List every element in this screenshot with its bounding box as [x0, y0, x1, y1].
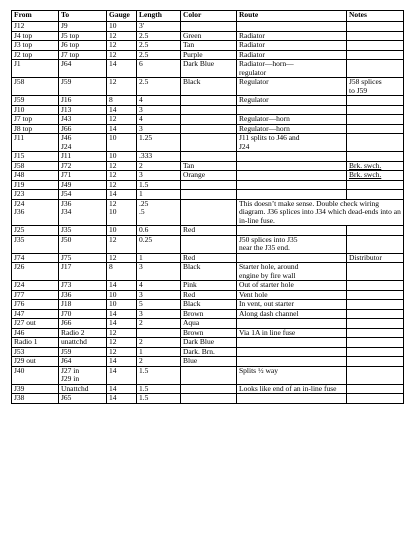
cell-to: J50: [59, 235, 107, 253]
cell-route: Starter hole, around engine by fire wall: [237, 263, 347, 281]
cell-from: J24 J36: [12, 199, 59, 226]
cell-color: [181, 152, 237, 162]
cell-route: Regulator: [237, 78, 347, 96]
cell-route: J11 splits to J46 and J24: [237, 134, 347, 152]
cell-to: J59: [59, 347, 107, 357]
table-row: [12, 290, 404, 300]
table-row: [12, 22, 404, 32]
cell-length: 4: [137, 96, 181, 106]
cell-color: Red: [181, 253, 237, 263]
cell-notes: [347, 180, 404, 190]
cell-from: J10: [12, 105, 59, 115]
col-header-notes: Notes: [347, 11, 404, 22]
cell-route: [237, 152, 347, 162]
cell-to: J7 top: [59, 50, 107, 60]
cell-to: J13: [59, 105, 107, 115]
cell-from: J8 top: [12, 124, 59, 134]
cell-color: [181, 384, 237, 394]
cell-gauge: 12: [107, 253, 137, 263]
cell-route: Radiator: [237, 50, 347, 60]
cell-color: Brown: [181, 309, 237, 319]
cell-length: 1: [137, 190, 181, 200]
cell-gauge: 14: [107, 281, 137, 291]
table-row: [12, 309, 404, 319]
cell-gauge: 12: [107, 328, 137, 338]
cell-color: [181, 366, 237, 384]
cell-to: J11: [59, 152, 107, 162]
cell-from: Radio 1: [12, 338, 59, 348]
cell-route: Radiator: [237, 41, 347, 51]
cell-gauge: 14: [107, 190, 137, 200]
cell-from: J40: [12, 366, 59, 384]
cell-from: J19: [12, 180, 59, 190]
table-row: [12, 180, 404, 190]
cell-route: In vent, out starter: [237, 300, 347, 310]
cell-route: [237, 319, 347, 329]
cell-length: 4: [137, 115, 181, 125]
cell-length: 1.5: [137, 180, 181, 190]
col-header-route: Route: [237, 11, 347, 22]
cell-notes: [347, 366, 404, 384]
cell-to: J64: [59, 357, 107, 367]
cell-color: [181, 105, 237, 115]
cell-gauge: 10: [107, 226, 137, 236]
table-row: [12, 78, 404, 96]
col-header-from: From: [12, 11, 59, 22]
cell-length: 3: [137, 124, 181, 134]
cell-length: [137, 328, 181, 338]
cell-to: J75: [59, 253, 107, 263]
cell-route: [237, 190, 347, 200]
cell-gauge: 12: [107, 115, 137, 125]
cell-color: [181, 134, 237, 152]
cell-route: [237, 22, 347, 32]
table-row: [12, 394, 404, 404]
table-row: [12, 124, 404, 134]
cell-gauge: 10: [107, 152, 137, 162]
cell-to: J36 J34: [59, 199, 107, 226]
cell-notes: [347, 190, 404, 200]
cell-notes: [347, 394, 404, 404]
cell-to: J72: [59, 161, 107, 171]
cell-length: 1.25: [137, 134, 181, 152]
cell-notes: [347, 263, 404, 281]
cell-length: 2.5: [137, 41, 181, 51]
cell-to: J54: [59, 190, 107, 200]
cell-route: Regulator: [237, 96, 347, 106]
cell-notes: [347, 328, 404, 338]
cell-gauge: 14: [107, 394, 137, 404]
cell-gauge: 14: [107, 124, 137, 134]
table-row: [12, 226, 404, 236]
cell-to: J6 top: [59, 41, 107, 51]
cell-color: Black: [181, 300, 237, 310]
wiring-table-container: [11, 10, 404, 404]
cell-route: J50 splices into J35 near the J35 end.: [237, 235, 347, 253]
table-row: [12, 31, 404, 41]
table-row: [12, 105, 404, 115]
cell-color: Pink: [181, 281, 237, 291]
cell-notes: J58 splices to J59: [347, 78, 404, 96]
cell-gauge: 8: [107, 96, 137, 106]
cell-to: J35: [59, 226, 107, 236]
cell-color: Brown: [181, 328, 237, 338]
cell-color: [181, 22, 237, 32]
cell-notes: [347, 22, 404, 32]
cell-to: J17: [59, 263, 107, 281]
cell-length: 2.5: [137, 31, 181, 41]
cell-notes: Brk. swch.: [347, 161, 404, 171]
cell-length: 3: [137, 263, 181, 281]
wiring-table: [11, 10, 404, 404]
cell-to: J66: [59, 319, 107, 329]
cell-notes: [347, 309, 404, 319]
cell-notes: [347, 152, 404, 162]
cell-route: [237, 253, 347, 263]
cell-color: Black: [181, 78, 237, 96]
cell-notes: [347, 300, 404, 310]
cell-from: J77: [12, 290, 59, 300]
cell-gauge: 12: [107, 347, 137, 357]
table-row: [12, 134, 404, 152]
cell-gauge: 10: [107, 300, 137, 310]
cell-route: [237, 394, 347, 404]
cell-color: Tan: [181, 41, 237, 51]
cell-from: J59: [12, 96, 59, 106]
table-row: [12, 366, 404, 384]
cell-gauge: 14: [107, 384, 137, 394]
cell-from: J38: [12, 394, 59, 404]
cell-notes: [347, 124, 404, 134]
cell-notes: Brk. swch.: [347, 171, 404, 181]
cell-gauge: 12: [107, 31, 137, 41]
cell-to: J16: [59, 96, 107, 106]
cell-gauge: 12: [107, 180, 137, 190]
cell-gauge: 14: [107, 105, 137, 115]
cell-notes: [347, 357, 404, 367]
cell-notes: [347, 235, 404, 253]
cell-length: .25 .5: [137, 199, 181, 226]
table-row: [12, 300, 404, 310]
cell-to: J71: [59, 171, 107, 181]
cell-to: J65: [59, 394, 107, 404]
cell-to: J5 top: [59, 31, 107, 41]
cell-color: Black: [181, 263, 237, 281]
cell-to: J49: [59, 180, 107, 190]
cell-to: J46 J24: [59, 134, 107, 152]
table-row: [12, 253, 404, 263]
cell-from: J48: [12, 171, 59, 181]
cell-from: J7 top: [12, 115, 59, 125]
cell-route: This doesn’t make sense. Double check wiring diagram. J36 splices into J34 which dead-ends into an in-line fuse.: [237, 199, 404, 226]
cell-from: J47: [12, 309, 59, 319]
cell-route: [237, 226, 347, 236]
cell-to: J36: [59, 290, 107, 300]
cell-route: Radiator: [237, 31, 347, 41]
cell-length: 2: [137, 319, 181, 329]
cell-length: 2.5: [137, 50, 181, 60]
cell-gauge: 14: [107, 366, 137, 384]
cell-notes: [347, 105, 404, 115]
cell-route: Regulator—horn: [237, 115, 347, 125]
table-row: [12, 338, 404, 348]
table-row: [12, 161, 404, 171]
cell-color: Red: [181, 290, 237, 300]
cell-from: J27 out: [12, 319, 59, 329]
cell-notes: [347, 319, 404, 329]
cell-to: J27 in J29 in: [59, 366, 107, 384]
table-row: [12, 115, 404, 125]
table-row: [12, 60, 404, 78]
cell-to: J66: [59, 124, 107, 134]
cell-color: Orange: [181, 171, 237, 181]
cell-from: J2 top: [12, 50, 59, 60]
cell-length: 5: [137, 300, 181, 310]
cell-length: 3': [137, 22, 181, 32]
cell-length: 6: [137, 60, 181, 78]
cell-length: 1: [137, 253, 181, 263]
cell-to: J18: [59, 300, 107, 310]
table-row: [12, 263, 404, 281]
cell-gauge: 12: [107, 235, 137, 253]
cell-gauge: 12: [107, 171, 137, 181]
cell-to: J70: [59, 309, 107, 319]
cell-gauge: 10: [107, 134, 137, 152]
cell-notes: [347, 96, 404, 106]
cell-notes: [347, 226, 404, 236]
cell-notes: [347, 115, 404, 125]
cell-length: 3: [137, 171, 181, 181]
cell-gauge: 12: [107, 338, 137, 348]
table-row: [12, 235, 404, 253]
cell-notes: [347, 50, 404, 60]
cell-notes: Distributor: [347, 253, 404, 263]
cell-color: Dark Blue: [181, 60, 237, 78]
cell-from: J46: [12, 328, 59, 338]
cell-route: [237, 180, 347, 190]
cell-from: J12: [12, 22, 59, 32]
cell-notes: [347, 338, 404, 348]
cell-gauge: 10: [107, 22, 137, 32]
table-row: [12, 319, 404, 329]
table-row: [12, 50, 404, 60]
cell-to: J43: [59, 115, 107, 125]
cell-route: [237, 338, 347, 348]
cell-from: J24: [12, 281, 59, 291]
cell-route: Along dash channel: [237, 309, 347, 319]
col-header-gauge: Gauge: [107, 11, 137, 22]
table-row: [12, 357, 404, 367]
cell-route: Regulator—horn: [237, 124, 347, 134]
cell-from: J4 top: [12, 31, 59, 41]
cell-to: unattchd: [59, 338, 107, 348]
cell-gauge: 14: [107, 309, 137, 319]
cell-from: J29 out: [12, 357, 59, 367]
cell-to: Radio 2: [59, 328, 107, 338]
cell-color: Dark Blue: [181, 338, 237, 348]
cell-route: Splits ½ way: [237, 366, 347, 384]
cell-color: [181, 199, 237, 226]
cell-color: [181, 124, 237, 134]
cell-notes: [347, 41, 404, 51]
cell-length: 4: [137, 281, 181, 291]
cell-length: 3: [137, 309, 181, 319]
cell-color: Dark. Brn.: [181, 347, 237, 357]
cell-from: J26: [12, 263, 59, 281]
cell-length: 0.6: [137, 226, 181, 236]
cell-gauge: 12: [107, 78, 137, 96]
cell-route: [237, 347, 347, 357]
cell-notes: [347, 281, 404, 291]
cell-from: J58: [12, 78, 59, 96]
cell-from: J39: [12, 384, 59, 394]
cell-color: Purple: [181, 50, 237, 60]
cell-length: 1: [137, 347, 181, 357]
cell-from: J23: [12, 190, 59, 200]
cell-route: Radiator—horn— regulator: [237, 60, 347, 78]
cell-color: [181, 96, 237, 106]
table-row: [12, 96, 404, 106]
cell-notes: [347, 60, 404, 78]
table-row: [12, 384, 404, 394]
cell-from: J3 top: [12, 41, 59, 51]
cell-route: [237, 171, 347, 181]
cell-notes: [347, 384, 404, 394]
cell-from: J15: [12, 152, 59, 162]
cell-to: Unattchd: [59, 384, 107, 394]
cell-route: [237, 357, 347, 367]
table-row: [12, 190, 404, 200]
cell-route: Vent hole: [237, 290, 347, 300]
cell-from: J58: [12, 161, 59, 171]
table-row: [12, 347, 404, 357]
cell-gauge: 12 10: [107, 199, 137, 226]
cell-from: J35: [12, 235, 59, 253]
cell-route: Out of starter hole: [237, 281, 347, 291]
cell-color: [181, 394, 237, 404]
cell-length: 1.5: [137, 366, 181, 384]
cell-route: [237, 105, 347, 115]
cell-route: [237, 161, 347, 171]
cell-from: J53: [12, 347, 59, 357]
cell-color: Tan: [181, 161, 237, 171]
cell-notes: [347, 290, 404, 300]
cell-notes: [347, 134, 404, 152]
cell-from: J25: [12, 226, 59, 236]
cell-length: 0.25: [137, 235, 181, 253]
cell-gauge: 14: [107, 357, 137, 367]
cell-gauge: 10: [107, 290, 137, 300]
cell-gauge: 8: [107, 263, 137, 281]
cell-gauge: 12: [107, 41, 137, 51]
cell-to: J9: [59, 22, 107, 32]
table-row: [12, 41, 404, 51]
cell-from: J74: [12, 253, 59, 263]
cell-notes: [347, 347, 404, 357]
table-row: [12, 328, 404, 338]
cell-gauge: 14: [107, 319, 137, 329]
cell-color: [181, 180, 237, 190]
cell-to: J64: [59, 60, 107, 78]
col-header-color: Color: [181, 11, 237, 22]
cell-length: 1.5: [137, 384, 181, 394]
cell-length: 2: [137, 338, 181, 348]
cell-color: Red: [181, 226, 237, 236]
header-row: [12, 11, 404, 22]
cell-color: [181, 115, 237, 125]
cell-color: [181, 235, 237, 253]
table-row: [12, 281, 404, 291]
cell-gauge: 14: [107, 60, 137, 78]
cell-length: .333: [137, 152, 181, 162]
cell-length: 2: [137, 357, 181, 367]
cell-length: 2: [137, 161, 181, 171]
table-row: [12, 199, 404, 226]
cell-route: Looks like end of an in-line fuse: [237, 384, 347, 394]
cell-color: [181, 190, 237, 200]
cell-gauge: 12: [107, 50, 137, 60]
cell-from: J11: [12, 134, 59, 152]
cell-color: Blue: [181, 357, 237, 367]
col-header-to: To: [59, 11, 107, 22]
cell-gauge: 12: [107, 161, 137, 171]
cell-route: Via 1A in line fuse: [237, 328, 347, 338]
table-row: [12, 171, 404, 181]
cell-length: 3: [137, 105, 181, 115]
cell-length: 1.5: [137, 394, 181, 404]
col-header-length: Length: [137, 11, 181, 22]
cell-length: 2.5: [137, 78, 181, 96]
cell-from: J76: [12, 300, 59, 310]
cell-to: J59: [59, 78, 107, 96]
cell-to: J73: [59, 281, 107, 291]
cell-from: J1: [12, 60, 59, 78]
cell-color: Green: [181, 31, 237, 41]
cell-notes: [347, 31, 404, 41]
cell-length: 3: [137, 290, 181, 300]
cell-color: Aqua: [181, 319, 237, 329]
table-row: [12, 152, 404, 162]
